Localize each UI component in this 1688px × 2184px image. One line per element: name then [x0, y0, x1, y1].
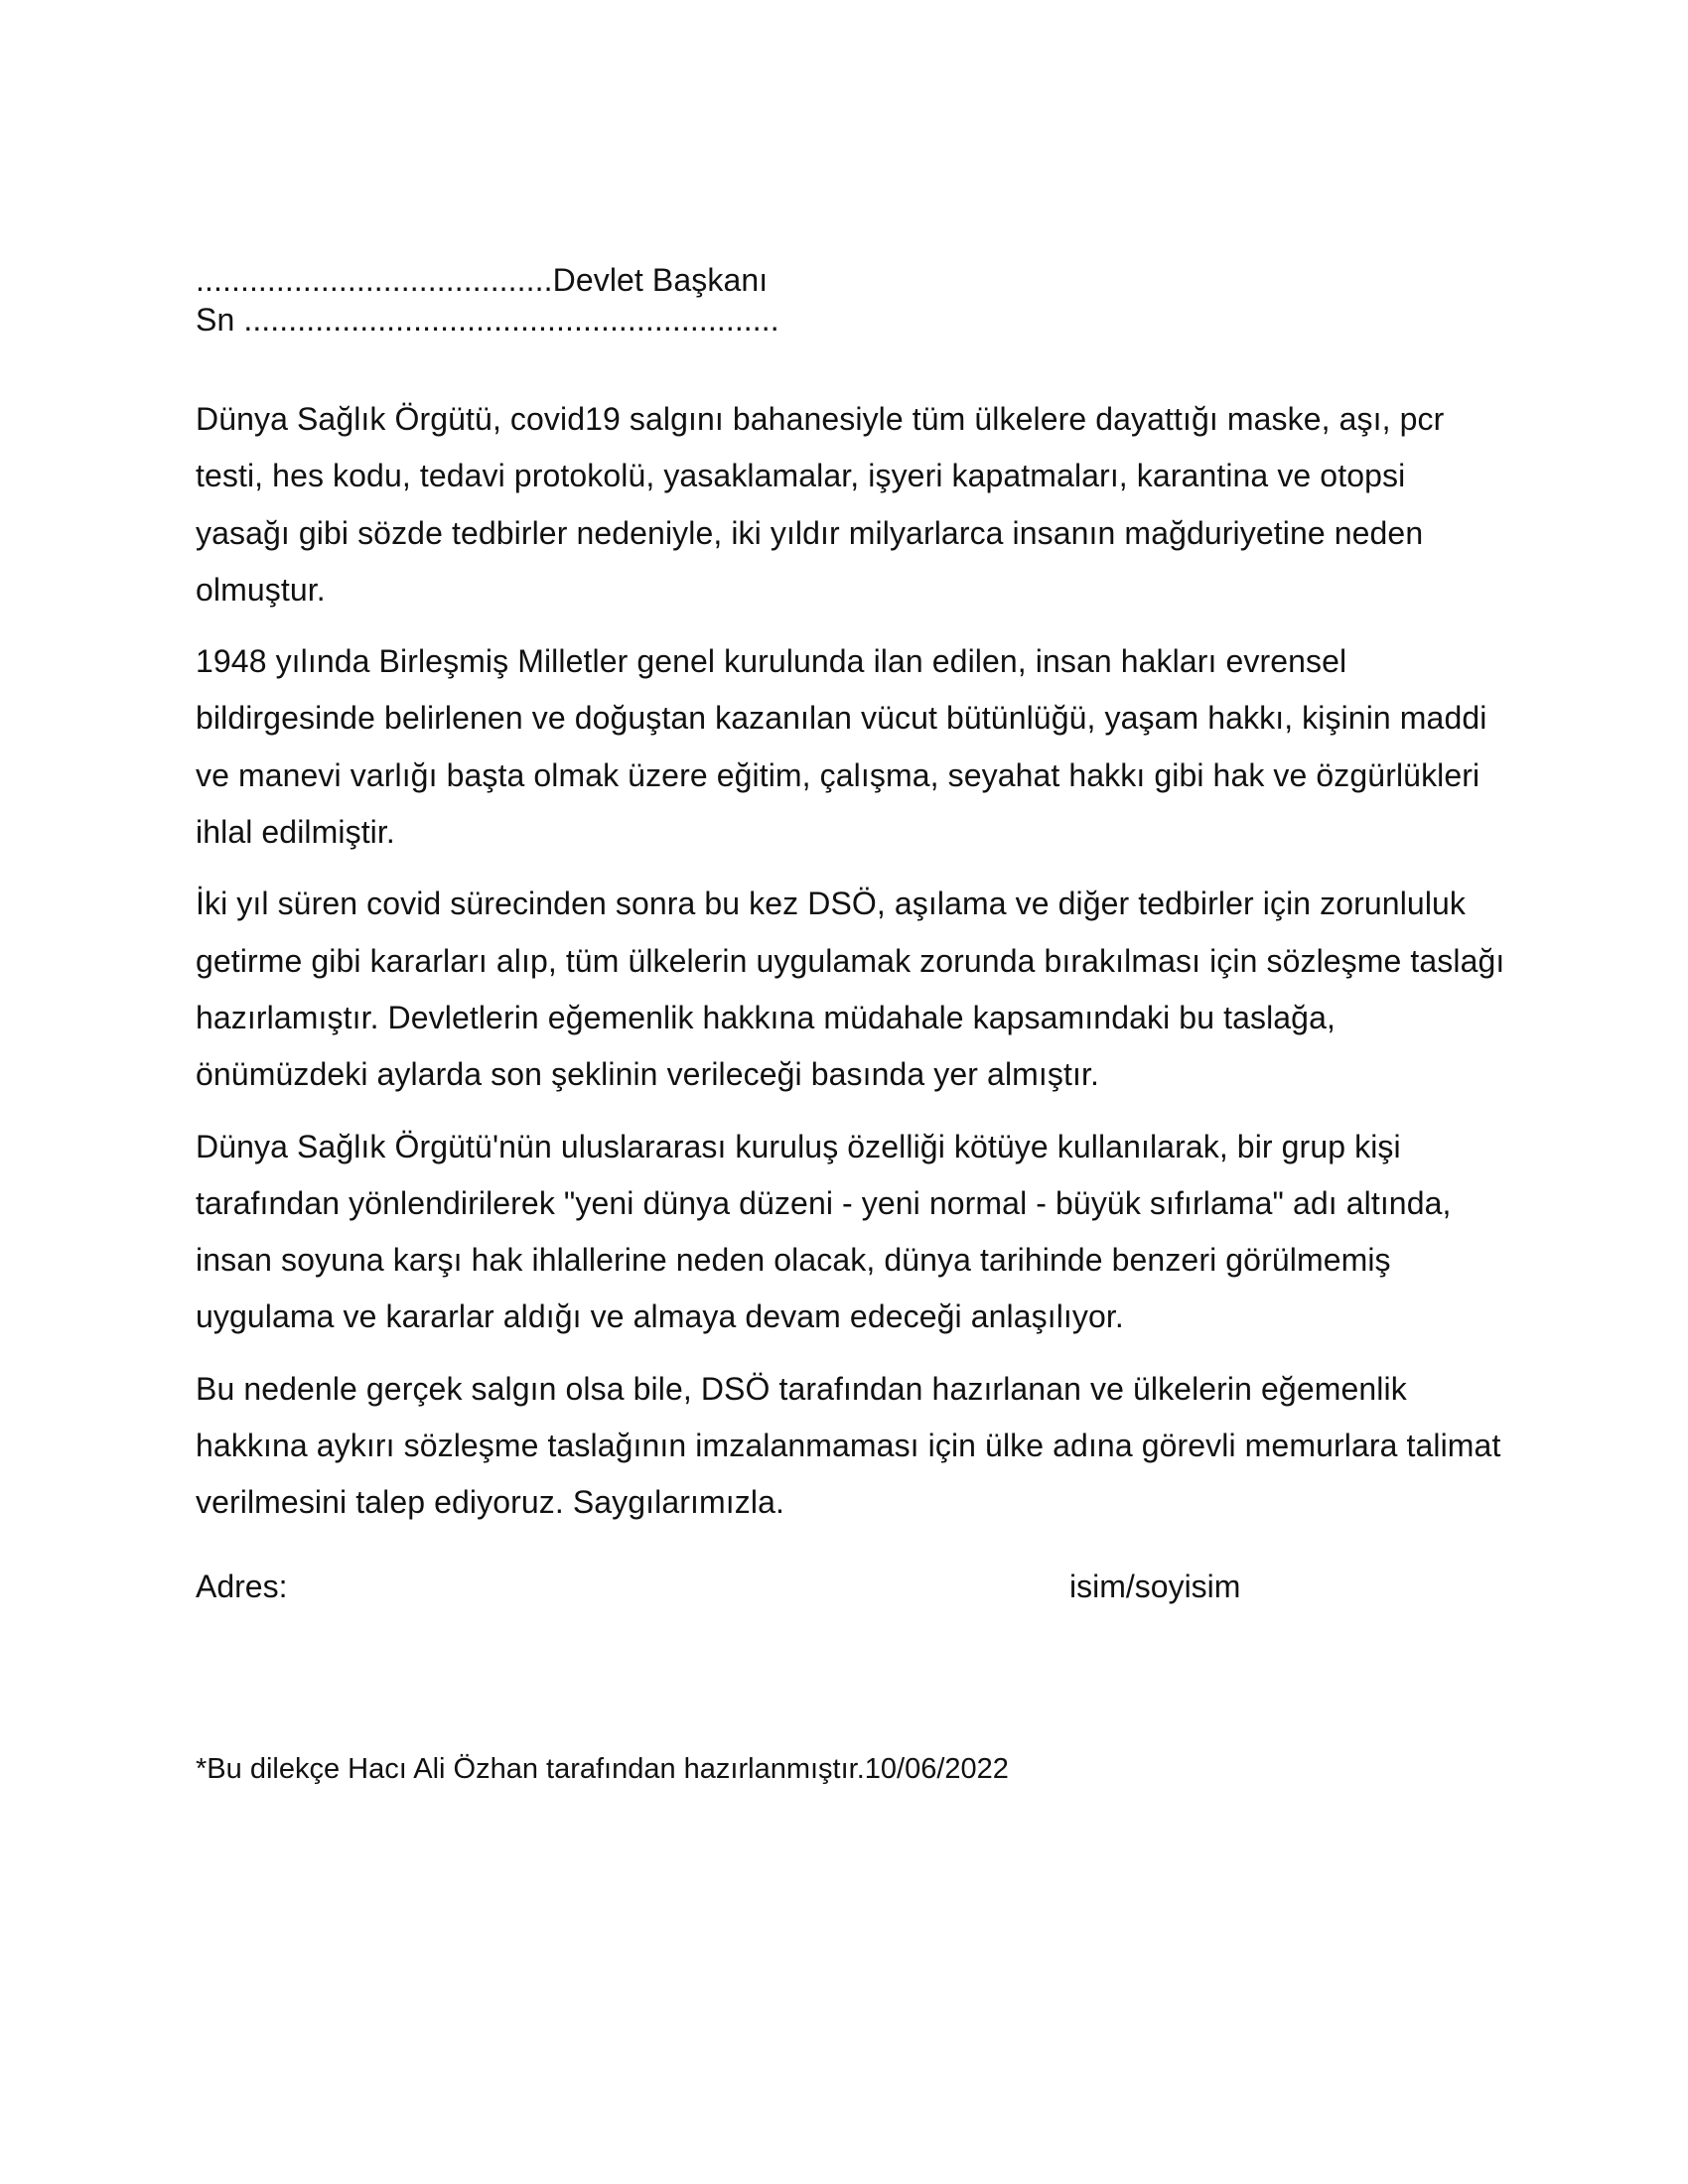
letter-body	[196, 391, 1506, 1547]
paragraph-1: Dünya Sağlık Örgütü, covid19 salgını bahanesiyle tüm ülkelere dayattığı maske, aşı, pcr testi, hes kodu, tedavi protokolü, yasaklamalar, işyeri kapatmaları, karantina ve otopsi yasağı gibi sözde tedbirler nedeniyle, iki yıldır milyarlarca insanın mağduriyetine neden olmuştur.	[196, 401, 1445, 608]
addressee-title-line: ........................................Devlet Başkanı	[196, 262, 769, 298]
paragraph-2: 1948 yılında Birleşmiş Milletler genel kurulunda ilan edilen, insan hakları evrensel bildirgesinde belirlenen ve doğuştan kazanılan vücut bütünlüğü, yaşam hakkı, kişinin maddi ve manevi varlığı başta olmak üzere eğitim, çalışma, seyahat hakkı gibi hak ve özgürlükleri ihlal edilmiştir.	[196, 643, 1487, 851]
addressee-name-line: Sn ............................................................	[196, 302, 779, 338]
signature-row	[196, 1565, 1506, 1608]
paragraph-3: İki yıl süren covid sürecinden sonra bu kez DSÖ, aşılama ve diğer tedbirler için zorunluluk getirme gibi kararları alıp, tüm ülkelerin uygulamak zorunda bırakılması için sözleşme taslağı hazırlamıştır. Devletlerin eğemenlik hakkına müdahale kapsamındaki bu taslağa, önümüzdeki aylarda son şeklinin verileceği basında yer almıştır.	[196, 886, 1505, 1093]
addressee-block	[196, 260, 1506, 340]
paragraph-4: Dünya Sağlık Örgütü'nün uluslararası kuruluş özelliği kötüye kullanılarak, bir grup kişi tarafından yönlendirilerek "yeni dünya düzeni - yeni normal - büyük sıfırlama" adı altında, insan soyuna karşı hak ihlallerine neden olacak, dünya tarihinde benzeri görülmemiş uygulama ve kararlar aldığı ve almaya devam edeceği anlaşılıyor.	[196, 1128, 1452, 1335]
footnote: *Bu dilekçe Hacı Ali Özhan tarafından hazırlanmıştır.10/06/2022	[196, 1753, 1009, 1785]
paragraph-5: Bu nedenle gerçek salgın olsa bile, DSÖ tarafından hazırlanan ve ülkelerin eğemenlik hakkına aykırı sözleşme taslağının imzalanmaması için ülke adına görevli memurlara talimat verilmesini talep ediyoruz. Saygılarımızla.	[196, 1370, 1501, 1521]
name-surname-label: isim/soyisim	[1069, 1569, 1241, 1604]
address-label: Adres:	[196, 1569, 288, 1604]
